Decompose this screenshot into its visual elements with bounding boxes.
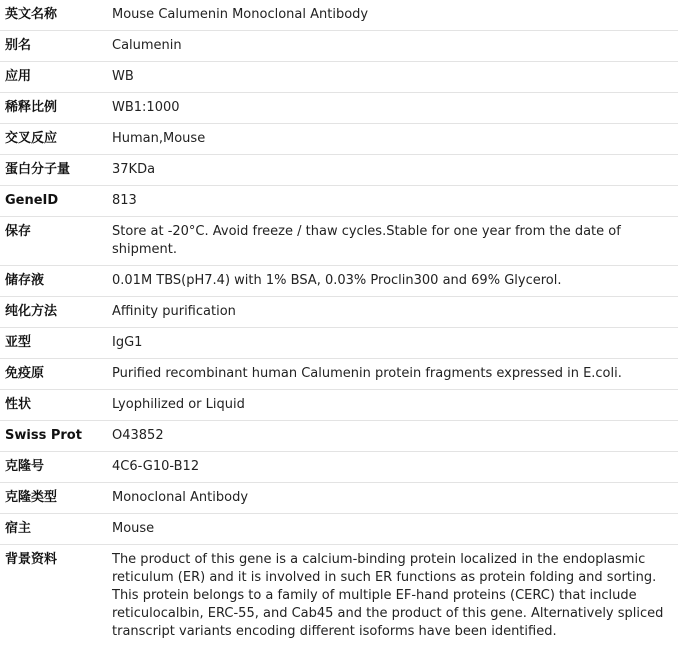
- row-value: Mouse Calumenin Monoclonal Antibody: [111, 0, 678, 31]
- row-label: 交叉反应: [0, 124, 111, 155]
- spec-row-purification: [0, 297, 678, 328]
- row-label: 背景资料: [0, 545, 111, 645]
- row-label: GeneID: [0, 186, 111, 217]
- spec-row-isotype: [0, 328, 678, 359]
- row-label: 免疫原: [0, 359, 111, 390]
- row-value: WB: [111, 62, 678, 93]
- row-value: 0.01M TBS(pH7.4) with 1% BSA, 0.03% Proclin300 and 69% Glycerol.: [111, 266, 678, 297]
- row-label: 稀释比例: [0, 93, 111, 124]
- spec-row-clone-number: [0, 452, 678, 483]
- row-label: Swiss Prot: [0, 421, 111, 452]
- row-label: 蛋白分子量: [0, 155, 111, 186]
- row-label: 亚型: [0, 328, 111, 359]
- spec-row-clone-type: [0, 483, 678, 514]
- row-label: 储存液: [0, 266, 111, 297]
- spec-row-storage-buffer: [0, 266, 678, 297]
- row-value: 37KDa: [111, 155, 678, 186]
- row-label: 纯化方法: [0, 297, 111, 328]
- row-value: Purified recombinant human Calumenin protein fragments expressed in E.coli.: [111, 359, 678, 390]
- row-value: 813: [111, 186, 678, 217]
- row-value: Mouse: [111, 514, 678, 545]
- row-value: The product of this gene is a calcium-binding protein localized in the endoplasmic reticulum (ER) and it is involved in such ER functions as protein folding and sorting. This protein belongs to a family of multiple EF-hand proteins (CERC) that include reticulocalbin, ERC-55, and Cab45 and the product of this gene. Alternatively spliced transcript variants encoding different isoforms have been identified.: [111, 545, 678, 645]
- spec-row-background: [0, 545, 678, 645]
- spec-row-host: [0, 514, 678, 545]
- row-label: 英文名称: [0, 0, 111, 31]
- row-value: Calumenin: [111, 31, 678, 62]
- row-label: 克隆类型: [0, 483, 111, 514]
- spec-row-swiss-prot: [0, 421, 678, 452]
- row-label: 别名: [0, 31, 111, 62]
- row-value: Lyophilized or Liquid: [111, 390, 678, 421]
- row-label: 性状: [0, 390, 111, 421]
- spec-row-alias: [0, 31, 678, 62]
- row-value: O43852: [111, 421, 678, 452]
- row-label: 保存: [0, 217, 111, 266]
- spec-row-dilution: [0, 93, 678, 124]
- spec-row-form: [0, 390, 678, 421]
- spec-row-application: [0, 62, 678, 93]
- spec-row-immunogen: [0, 359, 678, 390]
- spec-row-cross-reactivity: [0, 124, 678, 155]
- row-value: 4C6-G10-B12: [111, 452, 678, 483]
- row-label: 宿主: [0, 514, 111, 545]
- row-value: WB1:1000: [111, 93, 678, 124]
- spec-row-english-name: [0, 0, 678, 31]
- spec-row-storage: [0, 217, 678, 266]
- spec-row-molecular-weight: [0, 155, 678, 186]
- row-value: Affinity purification: [111, 297, 678, 328]
- row-value: Store at -20°C. Avoid freeze / thaw cycles.Stable for one year from the date of shipment.: [111, 217, 678, 266]
- row-value: Human,Mouse: [111, 124, 678, 155]
- row-value: Monoclonal Antibody: [111, 483, 678, 514]
- row-value: IgG1: [111, 328, 678, 359]
- row-label: 应用: [0, 62, 111, 93]
- spec-row-gene-id: [0, 186, 678, 217]
- row-label: 克隆号: [0, 452, 111, 483]
